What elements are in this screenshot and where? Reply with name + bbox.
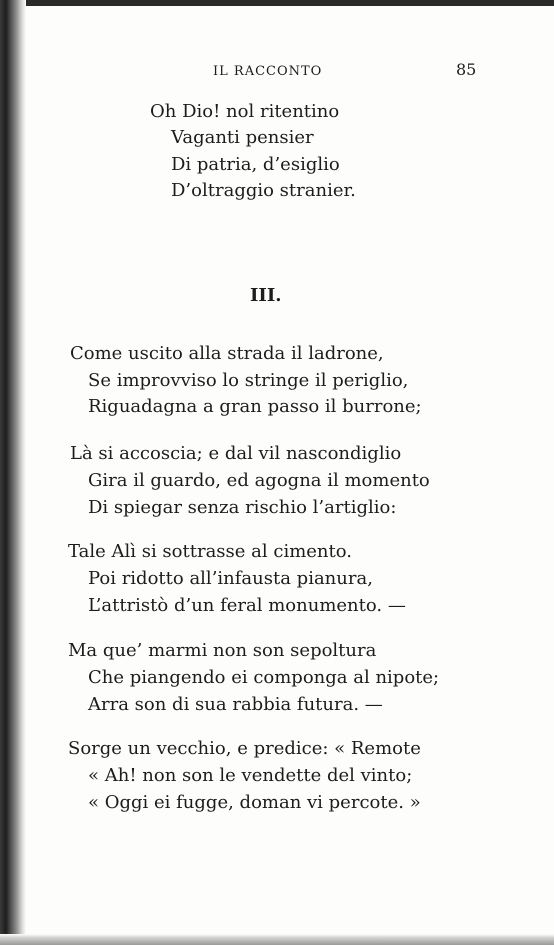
verse-line: « Ah! non son le vendette del vinto; [88, 765, 413, 786]
verse-line: « Oggi ei fugge, doman vi percote. » [88, 792, 421, 813]
verse-line: Arra son di sua rabbia futura. — [88, 694, 383, 715]
verse-line: Di patria, d’esiglio [171, 154, 340, 175]
verse-line: Ma que’ marmi non son sepoltura [68, 640, 377, 661]
verse-line: Come uscito alla strada il ladrone, [70, 343, 384, 364]
page-bottom-edge [0, 934, 554, 945]
verse-line: Sorge un vecchio, e predice: « Remote [68, 738, 421, 759]
page-number: 85 [456, 60, 477, 79]
section-heading: III. [250, 285, 282, 306]
verse-line: Che piangendo ei componga al nipote; [88, 667, 440, 688]
verse-line: D’oltraggio stranier. [171, 180, 356, 201]
verse-line: Se improvviso lo stringe il periglio, [88, 370, 409, 391]
verse-line: L’attristò d’un feral monumento. — [88, 595, 406, 616]
book-spine-shadow [0, 0, 26, 945]
verse-line: Poi ridotto all’infausta pianura, [88, 568, 373, 589]
verse-line: Oh Dio! nol ritentino [150, 101, 340, 122]
verse-line: Là si accoscia; e dal vil nascondiglio [70, 443, 402, 464]
verse-line: Tale Alì si sottrasse al cimento. [68, 541, 352, 562]
page-top-edge [0, 0, 554, 6]
verse-line: Di spiegar senza rischio l’artiglio: [88, 497, 397, 518]
running-header: IL RACCONTO [213, 64, 323, 79]
verse-line: Vaganti pensier [171, 127, 314, 148]
verse-line: Riguadagna a gran passo il burrone; [88, 396, 422, 417]
verse-line: Gira il guardo, ed agogna il momento [88, 470, 430, 491]
